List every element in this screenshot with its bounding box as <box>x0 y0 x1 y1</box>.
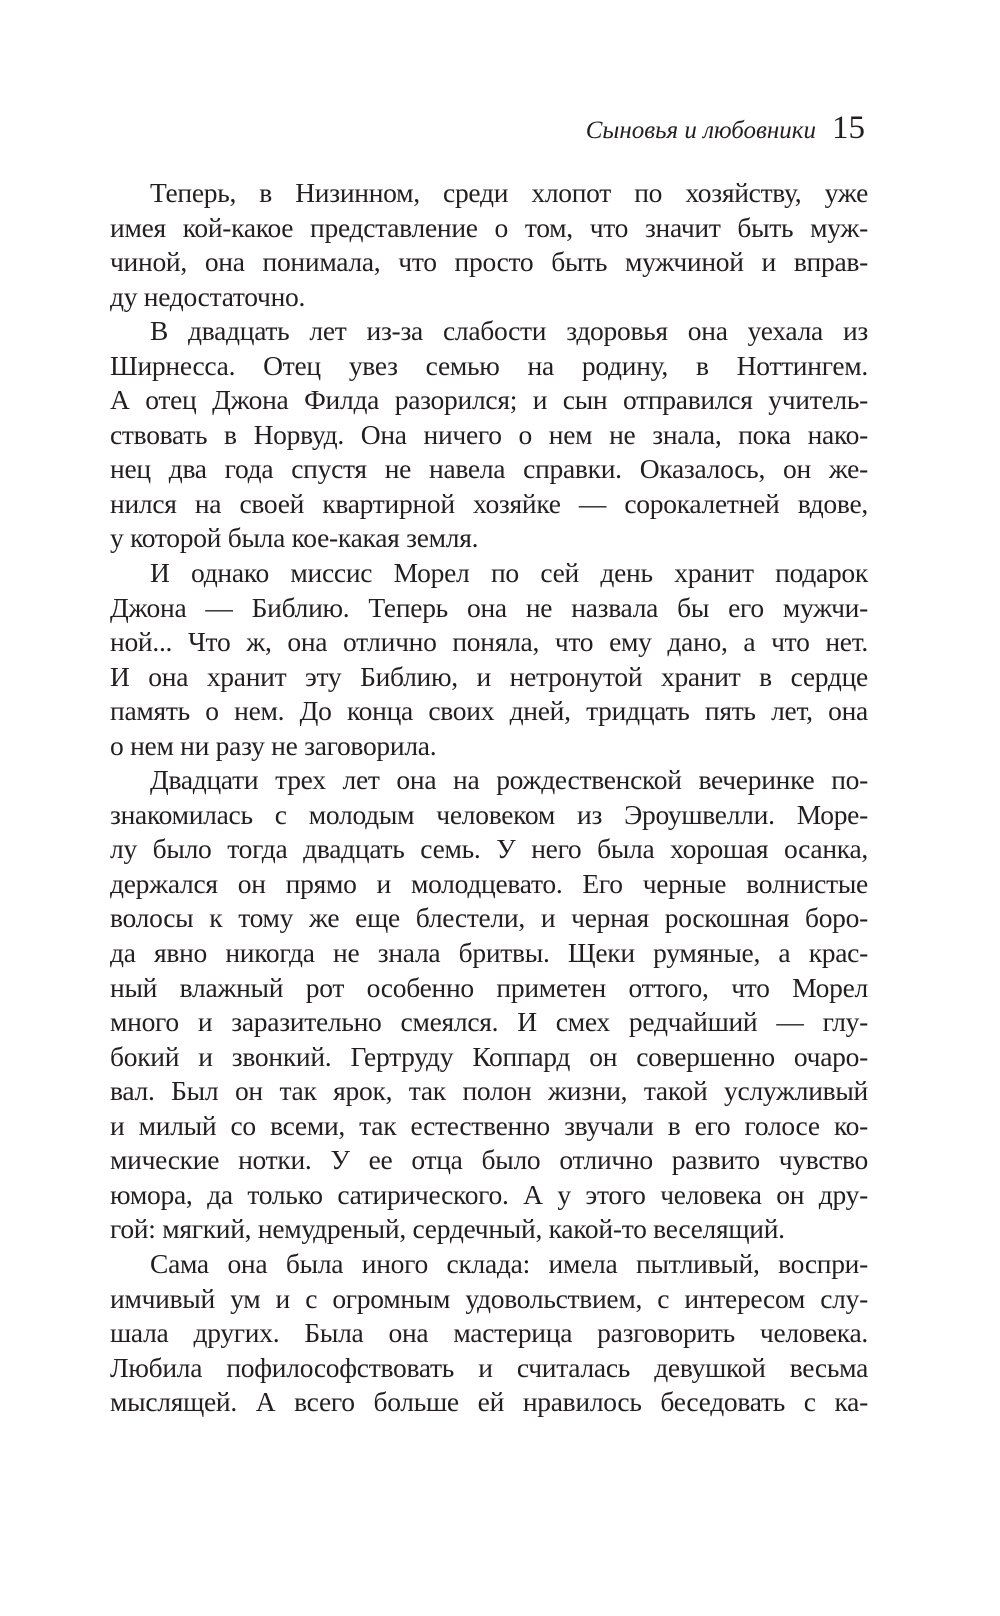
running-head <box>586 112 865 145</box>
text-line: память о нем. До конца своих дней, тридцать пять лет, она <box>110 695 868 727</box>
paragraph <box>110 1247 868 1420</box>
text-line: Джона — Библию. Теперь она не назвала бы его мужчи- <box>110 591 868 623</box>
text-line: лу было тогда двадцать семь. У него была хорошая осанка, <box>110 833 868 865</box>
text-line: и милый со всеми, так естественно звучали в его голосе ко- <box>110 1109 868 1141</box>
text-line: Теперь, в Низинном, среди хлопот по хозяйству, уже <box>150 177 868 208</box>
text-line: гой: мягкий, немудреный, сердечный, какой-то веселящий. <box>110 1213 785 1245</box>
text-line: И однако миссис Морел по сей день хранит подарок <box>150 557 868 589</box>
text-line: А отец Джона Филда разорился; и сын отправился учитель- <box>110 384 868 416</box>
paragraph <box>110 176 868 314</box>
text-line: ной... Что ж, она отлично поняла, что ему дано, а что нет. <box>110 626 868 658</box>
paragraph <box>110 763 868 1247</box>
text-line: ствовать в Норвуд. Она ничего о нем не знала, пока нако- <box>110 418 868 450</box>
text-line: нец два года спустя не навела справки. Оказалось, он же- <box>110 453 868 485</box>
text-line: держался он прямо и молодцевато. Его черные волнистые <box>110 867 868 899</box>
text-line: знакомилась с молодым человеком из Эроушвелли. Море- <box>110 798 868 830</box>
paragraph <box>110 314 868 556</box>
text-line: мические нотки. У ее отца было отлично развито чувство <box>110 1144 868 1176</box>
running-title: Сыновья и любовники <box>585 117 816 144</box>
text-line: юмора, да только сатирического. А у этого человека он дру- <box>110 1178 868 1210</box>
text-line: имея кой-какое представление о том, что значит быть муж- <box>110 211 868 243</box>
text-line: много и заразительно смеялся. И смех редчайший — глу- <box>110 1006 868 1038</box>
text-line: нился на своей квартирной хозяйке — сорокалетней вдове, <box>110 487 868 519</box>
text-line: ду недостаточно. <box>110 280 306 312</box>
text-line: Любила пофилософствовать и считалась девушкой весьма <box>110 1351 868 1383</box>
text-line: о нем ни разу не заговорила. <box>110 729 437 761</box>
text-line: В двадцать лет из-за слабости здоровья она уехала из <box>150 315 868 347</box>
text-line: мыслящей. А всего больше ей нравилось беседовать с ка- <box>110 1386 868 1418</box>
text-line: бокий и звонкий. Гертруду Коппард он совершенно очаро- <box>110 1040 868 1072</box>
text-line: ный влажный рот особенно приметен оттого, что Морел <box>110 971 868 1003</box>
text-line: И она хранит эту Библию, и нетронутой хранит в сердце <box>110 660 868 692</box>
text-line: вал. Был он так ярок, так полон жизни, такой услужливый <box>110 1075 868 1107</box>
paragraph <box>110 556 868 763</box>
body-text <box>110 176 868 1420</box>
text-line: имчивый ум и с огромным удовольствием, с интересом слу- <box>110 1282 868 1314</box>
text-line: у которой была кое-какая земля. <box>110 522 479 554</box>
text-line: Ширнесса. Отец увез семью на родину, в Ноттингем. <box>110 349 868 381</box>
text-line: Сама она была иного склада: имела пытливый, воспри- <box>150 1247 868 1279</box>
text-line: да явно никогда не знала бритвы. Щеки румяные, а крас- <box>110 937 868 969</box>
page-number: 15 <box>832 110 865 146</box>
text-line: Двадцати трех лет она на рождественской вечеринке по- <box>150 764 868 796</box>
text-line: шала других. Была она мастерица разговорить человека. <box>110 1317 868 1349</box>
text-line: волосы к тому же еще блестели, и черная роскошная боро- <box>110 902 868 934</box>
text-line: чиной, она понимала, что просто быть мужчиной и вправ- <box>110 246 868 278</box>
